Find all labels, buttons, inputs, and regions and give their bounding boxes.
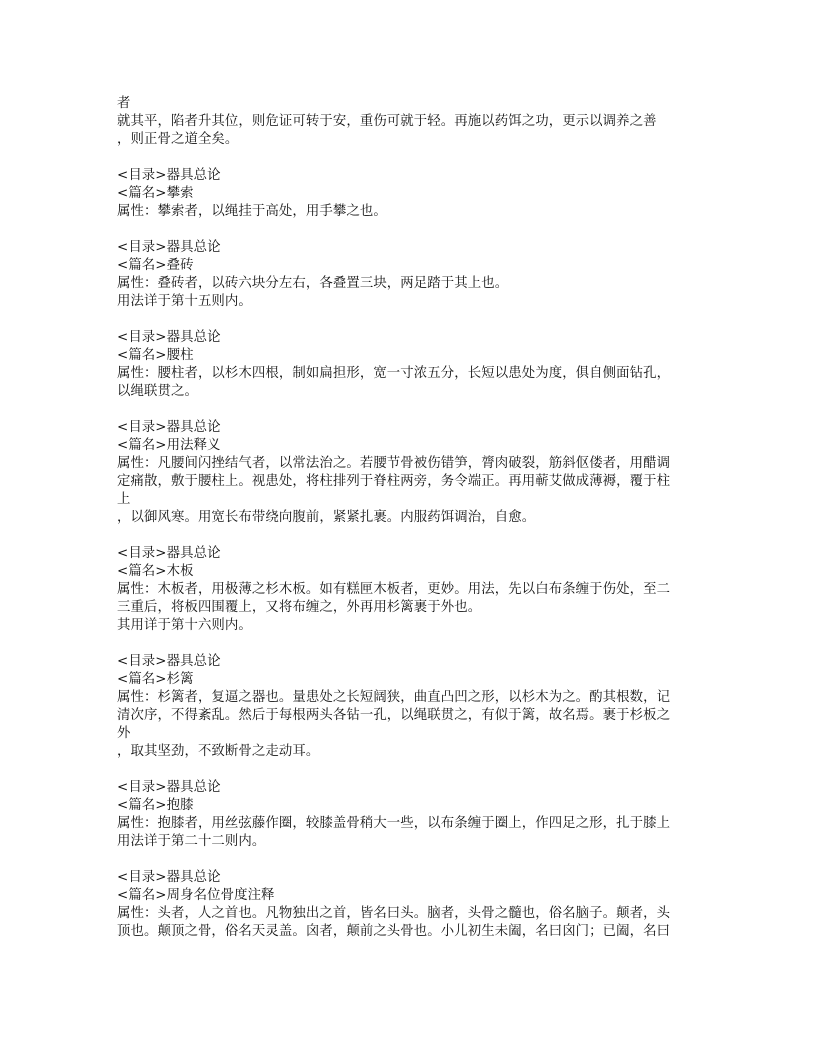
- entry-body-line: 以绳联贯之。: [117, 384, 198, 399]
- entry-body-line: 清次序，不得紊乱。然后于每根两头各钻一孔，以绳联贯之，有似于篱，故名焉。裹于杉板之: [117, 708, 671, 723]
- entry-shanli: [117, 653, 707, 761]
- entry-title: <篇名>周身名位骨度注释: [117, 888, 275, 903]
- entry-title: <篇名>叠砖: [117, 258, 194, 273]
- entry-yaozhu: [117, 329, 707, 401]
- entry-body-line: 上: [117, 492, 131, 507]
- entry-body-line: ，以御风寒。用宽长布带绕向腹前，紧紧扎裹。内服药饵调治，自愈。: [117, 510, 536, 525]
- entry-body-line: 定痛散，敷于腰柱上。视患处，将柱排列于脊柱两旁，务令端正。再用蕲艾做成薄褥，覆于柱: [117, 474, 671, 489]
- entry-title: <篇名>腰柱: [117, 348, 194, 363]
- entry-body-line: 属性：攀索者，以绳挂于高处，用手攀之也。: [117, 204, 387, 219]
- entry-body-line: 属性：木板者，用极薄之杉木板。如有糕匣木板者，更妙。用法，先以白布条缠于伤处，至二: [117, 582, 671, 597]
- entry-body-line: 用法详于第十五则内。: [117, 294, 252, 309]
- entry-panshuo: [117, 167, 707, 221]
- entry-catalog: <目录>器具总论: [117, 546, 221, 561]
- entry-body-line: 其用详于第十六则内。: [117, 618, 252, 633]
- entry-catalog: <目录>器具总论: [117, 780, 221, 795]
- entry-catalog: <目录>器具总论: [117, 240, 221, 255]
- entry-catalog: <目录>器具总论: [117, 330, 221, 345]
- text-line: 者: [117, 96, 131, 111]
- entry-body-line: ，取其坚劲，不致断骨之走动耳。: [117, 744, 320, 759]
- entry-diezhuan: [117, 239, 707, 311]
- entry-title: <篇名>攀索: [117, 186, 194, 201]
- entry-body-line: 属性：杉篱者，复逼之器也。量患处之长短阔狭，曲直凸凹之形，以杉木为之。酌其根数，记: [117, 690, 671, 705]
- entry-body-line: 属性：凡腰间闪挫结气者，以常法治之。若腰节骨被伤错笋，膂肉破裂，筋斜伛偻者，用醋调: [117, 456, 671, 471]
- entry-yongfa-shiyi: [117, 419, 707, 527]
- entry-title: <篇名>抱膝: [117, 798, 194, 813]
- entry-body-line: 三重后，将板四围覆上，又将布缠之，外再用杉篱裹于外也。: [117, 600, 482, 615]
- intro-paragraph: [117, 95, 707, 149]
- entry-title: <篇名>用法释义: [117, 438, 221, 453]
- entry-body-line: 属性：腰柱者，以杉木四根，制如扁担形，宽一寸浓五分，长短以患处为度，俱自侧面钻孔，: [117, 366, 671, 381]
- entry-body-line: 属性：抱膝者，用丝弦藤作圈，较膝盖骨稍大一些，以布条缠于圈上，作四足之形，扎于膝上: [117, 816, 671, 831]
- entry-body-line: 外: [117, 726, 131, 741]
- text-line: ，则正骨之道全矣。: [117, 132, 239, 147]
- entry-body-line: 属性：头者，人之首也。凡物独出之首，皆名曰头。脑者，头骨之髓也，俗名脑子。颠者，头: [117, 906, 671, 921]
- entry-baoxi: [117, 779, 707, 851]
- text-line: 就其平，陷者升其位，则危证可转于安，重伤可就于轻。再施以药饵之功，更示以调养之善: [117, 114, 657, 129]
- document-page: [117, 95, 707, 959]
- entry-catalog: <目录>器具总论: [117, 420, 221, 435]
- entry-catalog: <目录>器具总论: [117, 654, 221, 669]
- entry-title: <篇名>杉篱: [117, 672, 194, 687]
- entry-catalog: <目录>器具总论: [117, 168, 221, 183]
- entry-body-line: 属性：叠砖者，以砖六块分左右，各叠置三块，两足踏于其上也。: [117, 276, 509, 291]
- entry-zhoushen-mingwei: [117, 869, 707, 941]
- entry-body-line: 用法详于第二十二则内。: [117, 834, 266, 849]
- entry-title: <篇名>木板: [117, 564, 194, 579]
- entry-catalog: <目录>器具总论: [117, 870, 221, 885]
- entry-muban: [117, 545, 707, 635]
- entry-body-line: 顶也。颠顶之骨，俗名天灵盖。囟者，颠前之头骨也。小儿初生未阖，名曰囟门；已阖，名曰: [117, 924, 671, 939]
